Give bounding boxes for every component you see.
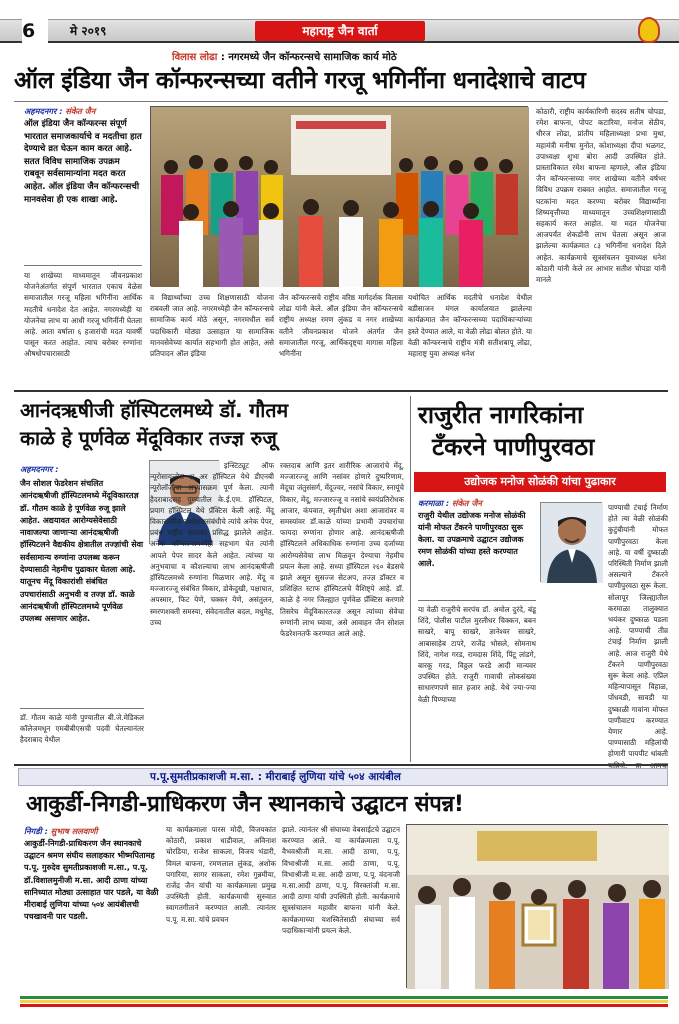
story4-photo <box>406 824 668 988</box>
page-number: 6 <box>22 19 48 43</box>
footer-stripe-red <box>20 1004 668 1007</box>
story2-byline: अहमदनगर : <box>20 464 59 474</box>
story3-subhead: उद्योजक मनोज सोळंकी यांचा पुढाकार <box>414 472 666 492</box>
story3-portrait <box>540 502 602 582</box>
story3-column-2-top: पाण्याची टंचाई निर्माण होते त्या वेळी सोळंकी कुटुंबीयांनी मोफत पाणीपुरवठा केला आहे. या वर्षी दुष्काळी परिस्थिती निर्माण झाली असल्याने टँकरने पाणीपुरवठा सुरू केला. सोलापूर जिल्ह्यातील करमाळा तालुक्यात भयंकर दुष्काळ पडला आहे. पाण्याची तीव्र टंचाई निर्माण झाली आहे. आज राजुरी येथे टँकरने पाणीपुरवठा सुरू केला आहे. एप्रिल महिन्यापासून विहाळ, पोंधवडी, सावडी या दुष्काळी गावांना मोफत पाणीवाटप करण्यात येणार आहे. पाण्यासाठी महिलांची होणारी पायपीट थांबली <box>608 503 668 759</box>
story1-headline: ऑल इंडिया जैन कॉन्फरन्सच्या वतीने गरजू भगिनींना धनादेशाचे वाटप <box>14 66 586 94</box>
story1-lead: ऑल इंडिया जैन कॉन्फरन्स संपूर्ण भारतात समाजकार्याचे व मदतीचा हात देण्याचे व्रत घेऊन काम करत आहे. सतत विविध सामाजिक उपक्रम राबवून सर्वसामान्यांना मदत करत आहेत. ऑल इंडिया जैन कॉन्फरन्सची मानवसेवा ही एक शाखा आहे. <box>24 119 142 205</box>
story1-kicker-name: विलास लोढा <box>172 52 218 63</box>
column-divider <box>410 396 411 762</box>
story2-headline-line1: आनंदऋषीजी हॉस्पिटलमध्ये डॉ. गौतम <box>20 399 289 422</box>
story1-column-1: या शाखेच्या माध्यमातून जीवनप्रकाश योजनेअंतर्गत संपूर्ण भारतात एकाच वेळेस समाजातील गरजू महिला भगिनींना आर्थिक मदतीचे धनादेश देत आहेत. नगरमध्येही या योजनेचा लाभ या आधी गरजू भगिनींनी घेतला आहे. आता वर्षाला ६ हजारांची मदत यावर्षी पासून करत आहोत. त्याच बरोबर रुग्णांना औषधोपचारासाठी <box>24 271 142 359</box>
story3-byline: करमाळा : संकेत जैन <box>418 498 482 508</box>
footer-stripe-gold <box>20 1000 668 1003</box>
story1-photo <box>150 106 528 286</box>
story1-column-5: कोठारी, राष्ट्रीय कार्यकारिणी सदस्य सतीष चोपडा, रमेश बाफना, पोपट कटारिया, मनोज सेठीय, धीरज लोढा, प्रांतीय महिलाध्यक्षा प्रभा मुथा, महामंत्री मनीषा मुनोत, कोशाध्यक्षा दीपा भळगट, उपाध्यक्षा शुभा बोरा आदी उपस्थित होते. प्रास्ताविकात रमेश बाफना म्हणाले, ऑल इंडिया जैन कॉन्फरन्सच्या नगर शाखेच्या वतीने वर्षभर विविध उपक्रम राबवत आहोत. समाजातील गरजू घटकांना मदत करण्या बरोबर विद्यार्थ्यांना शिष्यवृत्तीच्या माध्यमातून उच्चशिक्षणासाठी सहकार्य करत आहोत. या मदत योजनेचा आजपर्यंत शेकडोंनी लाभ घेतला असून आज झालेल्या कार्यक्रमात ८३ भगिनींना धनादेश दिले आहेत. कार्यक्रमाचे सूत्रसंचलन युवाध्यक्ष धनेश कोठारी यांनी केले तर आभार सतीश चोपडा यांनी मानले <box>536 107 666 285</box>
story1-column-4: यथोचित आर्थिक मदतीचे धनादेश येथील बडीसाजन मंगल कार्यालयात झालेल्या कार्यक्रमात जैन कॉन्फरन्सच्या पदाधिकाऱ्यांच्या हस्ते देण्यात आले, या वेळी लोढा बोलत होते. या वेळी कॉन्फरन्सचे राष्ट्रीय मंत्री सतीशबापू लोढा, महाराष्ट्र युवा अध्यक्ष धनेश <box>408 293 532 359</box>
story4-banner: प.पू.सुमतीप्रकाशजी म.सा. : मीराबाई लुणिया यांचे ५०४ आयंबील <box>150 771 401 783</box>
story4-column-1: या कार्यक्रमाला पारस मोदी, विजयकांत कोठारी, प्रकाश धाडीवाल, अविनाश चोरडिया, राजेश साकला, विजय भंडारी, विमल बाफना, रमणलाल लुंकड, अशोक पगारिया, सागर साकला, रमेश गुन्नमीया, राजेंद्र जैन यांची या कार्यक्रमाला प्रमुख उपस्थिती होती. कार्यक्रमाची सुरुवात स्वागतगीताने करण्यात आली. त्यानंतर प.पू. म.सा. यांचे प्रवचन <box>166 825 276 924</box>
story3-column-2-cont <box>540 586 668 758</box>
story1-rule <box>14 101 668 102</box>
masthead-title: महाराष्ट्र जैन वार्ता <box>255 21 425 41</box>
story2-column-1: डॉ. गौतम काळे यांनी पुण्यातील बी.जे.मेडिकल कॉलेजमधून एमबीबीएसची पदवी घेतल्यानंतर हैदराबाद येथील <box>20 713 144 745</box>
story1-column-2: व विद्यार्थ्यांच्या उच्च शिक्षणासाठी योजना राबवली जात आहे. नगरमध्येही जैन कॉन्फरन्सचे सामाजिक कार्य मोठे असून, नगरमधील सर्व पदाधिकारी मोठ्या उत्साहात या सामाजिक मानवसेवेच्या कार्यात सहभागी होत आहेत, असे प्रतिपादन ऑल इंडिया <box>150 293 274 359</box>
story2-lead-rule <box>20 708 144 709</box>
story3-headline-line2: टँकरने पाणीपुरवठा <box>432 433 595 461</box>
story2-headline-line2: काळे हे पूर्णवेळ मेंदूविकार तज्ज्ञ रुजू <box>20 427 277 450</box>
story1-kicker-text: : नगरमध्ये जैन कॉन्फरन्सचे सामाजिक कार्य मोठे <box>220 52 397 63</box>
story4-headline: आकुर्डी-निगडी-प्राधिकरण जैन स्थानकाचे उद्घाटन संपन्न! <box>26 792 464 817</box>
footer-stripe-green <box>20 996 668 999</box>
story3-column-1: या वेळी राजुरीचे सरपंच डॉ. अमोल दुरंदे, बंडू शिंदे, पोलीस पाटील मुरलीधर चिक्कन, बबन साखरे, बापू साखरे, ज्ञानेश्वर साखरे, आबासाहेब टापरे, राजेंद्र भोसले, सोमनाथ शिंदे, नागेश गरड, रामदास शिंदे, पिंटू लांडगे, बारकू गरड, विठ्ठल फरडे आदी मान्यवर उपस्थित होते. राजुरी गावाची लोकसंख्या साधारणपणे सात हजार आहे. येथे ज्या-ज्या वेळी पिण्याच्या <box>418 605 536 704</box>
story1-column-3: जैन कॉन्फरन्सचे राष्ट्रीय वरिष्ठ मार्गदर्शक विलास लोढा यांनी केले. ऑल इंडिया जैन कॉन्फरन्सचे राष्ट्रीय अध्यक्ष रमण लुंकड व नगर शाखेच्या वतीने जीवनप्रकाश योजने अंतर्गत जैन समाजातील गरजू, आर्थिकदृष्ट्या मागास महिला भगिनींना <box>279 293 403 359</box>
masthead-logo-icon <box>638 17 660 43</box>
section-divider-1 <box>14 390 668 392</box>
story4-column-2: झाले. त्यानंतर श्री संघाच्या वेबसाईटचे उद्घाटन करण्यात आले. या कार्यक्रमाला प.पू. वैभवश्रीजी म.सा. आदी ठाणा, प.पू. विभाश्रीजी म.सा. आदी ठाणा, प.पू. विभाश्रीजी म.सा. आदी ठाणा, प.पू. वंदनाजी म.सा.आदी ठाणा, प.पू. विरक्तांजी म.सा. आदी ठाणा यांची उपस्थिती होती. कार्यक्रमाचे सूत्रसंचालन महावीर बाफना यांनी केले. कार्यक्रमाच्या यशस्वितेसाठी संघाच्या सर्व पदाधिकाऱ्यांनी प्रयत्न केले. <box>282 825 400 935</box>
story1-kicker <box>172 49 397 63</box>
story3-lead: राजुरी येथील उद्योजक मनोज सोळंकी यांनी मोफत टँकरने पाणीपुरवठा सुरू केला. या उपक्रमाचे उद्घाटन उद्योजक रमण सोळंकी यांच्या हस्ते करण्यात आले. <box>418 511 526 568</box>
story1-lead-rule <box>24 265 142 266</box>
issue-date: मे २०१९ <box>70 24 107 38</box>
story2-column-2: इन्स्टिट्यूट ऑफ न्यूरोसायन्सेस क्ष अर हॉस्पिटल येथे डीएनबी न्यूरोलॉजीचा अभ्यासक्रम पूर्ण केला. त्यानी हैदराबादसह पुण्यातील के.ई.एम. हॉस्पिटल, प्रयाग हॉस्पिटल येथे प्रॅक्टिस केली आहे. मेंदू विकारांवरील संशोधनासंबंधीचे त्यांचे अनेक पेपर, प्रबंध राष्ट्रीय स्तरावर प्रसिद्ध झालेले आहेत. अनेक कॉन्फरन्समध्येही सहभाग घेत त्यांनी आपले पेपर सादर केले आहेत. त्यांच्या या अनुभवाचा व कौशल्याचा लाभ आनंदऋषीजी हॉस्पिटलमध्ये रुग्णांना मिळणार आहे. मेंदू व मज्जारज्जू संबंधित विकार, डोकेदुखी, पक्षाघात, अपस्मार, फिट येणे, चक्कर येणे, असंतुलन, स्मरणशक्ती समस्या, संवेदनातील बदल, मधुमेह, उच्च <box>150 461 274 627</box>
story4-byline: निगडी : सुभाष ललवाणी <box>24 826 98 836</box>
story1-byline: अहमदनगर : संकेत जैन <box>24 106 96 116</box>
story2-lead: जैन सोशल फेडरेशन संचलित आनंदऋषीजी हॉस्पिटलमध्ये मेंदूविकारतज्ञ डॉ. गौतम काळे हे पूर्णवेळ रुजू झाले आहेत. अद्ययावत आरोग्यसेवेसाठी नावाजल्या जाणाऱ्या आनंदऋषीजी हॉस्पिटलने वैद्यकीय क्षेत्रातील तज्ज्ञांची सेवा सर्वसामान्य रुग्णांना उपलब्ध करून देण्यासाठी नेहमीच पुढाकार घेतला आहे. यातूनच मेंदू विकारांशी संबंधित उपचारांसाठी अनुभवी व तज्ज्ञ डॉ. काळे आनंदऋषीजी हॉस्पिटलमध्ये पूर्णवेळ उपलब्ध असणार आहेत. <box>20 479 144 624</box>
story3-headline-line1: राजुरीत नागरिकांना <box>418 401 584 429</box>
section-divider-2 <box>14 764 668 766</box>
story3-lead-rule <box>418 600 536 601</box>
story2-column-3: रक्तदाब आणि इतर शारीरिक आजारांचे मेंदू, मज्जारज्जू आणि नसांवर होणारे दुष्परिणाम, मेंदूचा जंतुसंसर्ग, मेंदूज्वर, नसांचे विकार, स्नायूंचे विकार, मेंदू, मज्जारज्जू व नसांचे स्वयंप्रतिरोधक आजार, कंपवात, स्मृतीभ्रंश अशा आजारांवर व समस्यांवर डॉ.काळे यांच्या प्रभावी उपचारांचा फायदा रुग्णांना होणार आहे. आनंदऋषीजी हॉस्पिटलने अधिकाधिक रुग्णांना उच्च दर्जाच्या आरोग्यसेवेचा लाभ मिळवून देण्याचा नेहमीच प्रयत्न केला आहे. सध्या हॉस्पिटल २६० बेडसचे झाले असून सुसज्ज सेटअप, तज्ज्ञ डॉक्टर व प्रशिक्षित स्टाफ हॉस्पिटलचे वैशिष्ट्ये आहे. डॉ. काळे हे नगर जिल्ह्यात पूर्णवेळ प्रॅक्टिस करणारे तिसरेच मेंदूविकारतज्ज्ञ असून त्यांच्या सेवेचा रुग्णांनी लाभ घ्यावा, असे आवाहन जैन सोशल फेडरेशनतर्फे करण्यात आले आहे. <box>280 461 404 639</box>
story4-lead: आकुर्डी-निगडी-प्राधिकरण जैन स्थानकाचे उद्घाटन श्रमण संघीय सलाहकार भीष्मपितामह प.पू. गुरुदेव सुमतीप्रकाशजी म.सा., प.पू. डॉ.विशालमुनीजी म.सा. आदी ठाणा यांच्या सानिध्यात मोठ्या उत्साहात पार पडले, या वेळी मीराबाई लुणिया यांच्या ५०४ आयंबीलची पचखावनी पार पडली. <box>24 839 159 922</box>
